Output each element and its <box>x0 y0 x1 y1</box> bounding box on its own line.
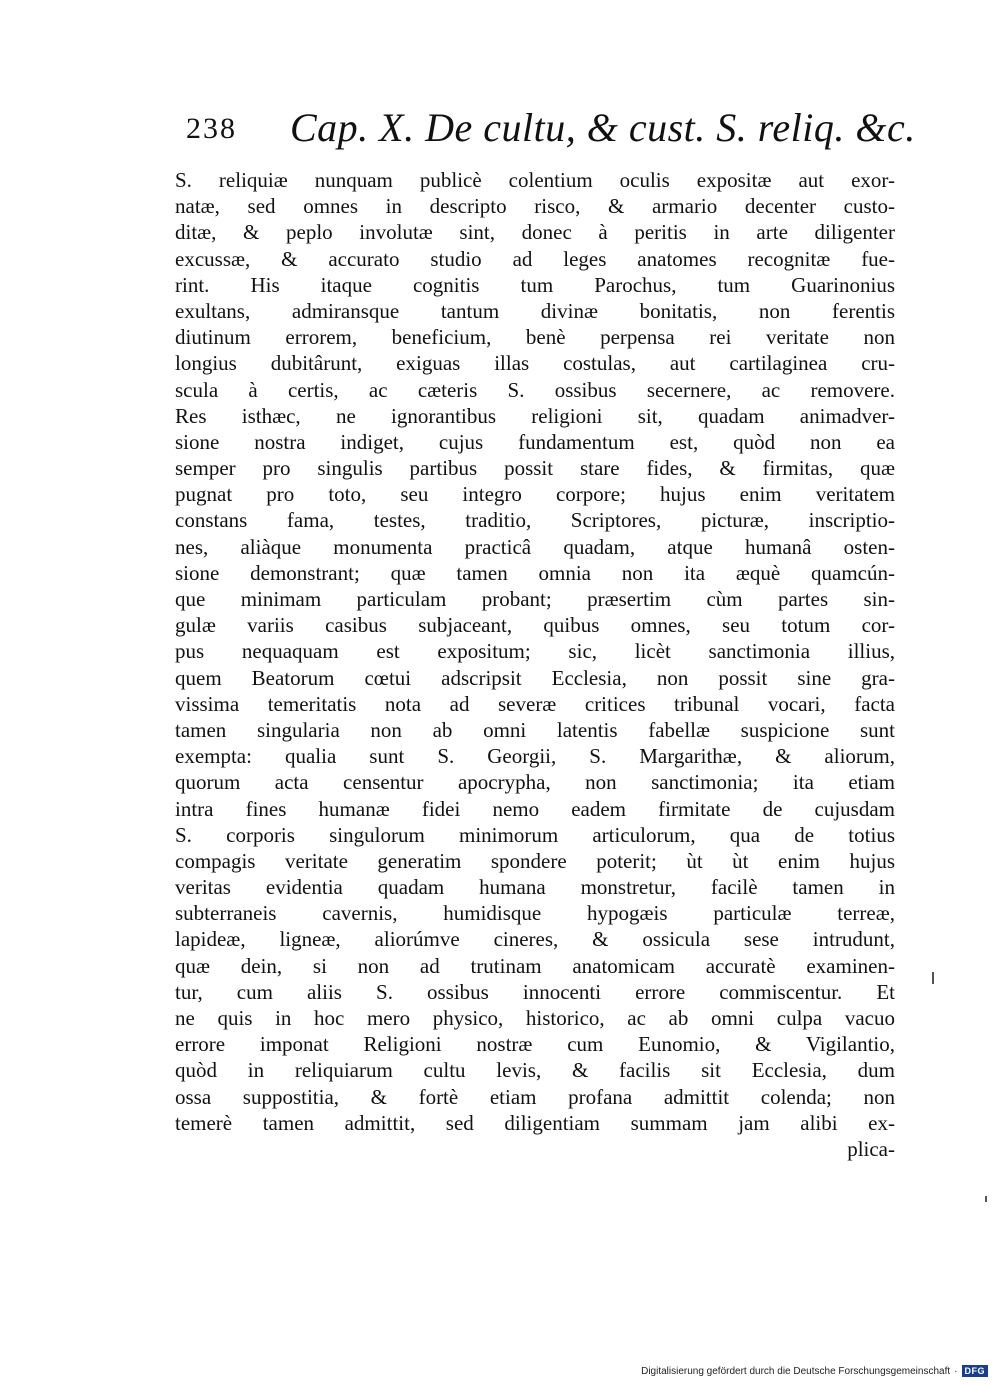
text-line: tamen singularia non ab omni latentis fabellæ suspicione sunt <box>175 717 895 742</box>
dfg-logo: DFG <box>962 1365 989 1377</box>
text-line: errore imponat Religioni nostræ cum Eunomio, & Vigilantio, <box>175 1032 895 1057</box>
text-line: excussæ, & accurato studio ad leges anatomes recognitæ fue- <box>175 246 895 271</box>
text-line: exultans, admiransque tantum divinæ bonitatis, non ferentis <box>175 298 895 323</box>
text-line: pugnat pro toto, seu integro corpore; hujus enim veritatem <box>175 482 895 507</box>
text-line: intra fines humanæ fidei nemo eadem firmitate de cujusdam <box>175 796 895 821</box>
text-line: quæ dein, si non ad trutinam anatomicam accuratè examinen- <box>175 953 895 978</box>
text-line: rint. His itaque cognitis tum Parochus, tum Guarinonius <box>175 272 895 297</box>
text-line: lapideæ, ligneæ, aliorúmve cineres, & ossicula sese intrudunt, <box>175 927 895 952</box>
separator: · <box>954 1365 958 1377</box>
text-line: quòd in reliquiarum cultu levis, & facilis sit Ecclesia, dum <box>175 1058 895 1083</box>
text-line: sione nostra indiget, cujus fundamentum est, quòd non ea <box>175 429 895 454</box>
text-line: veritas evidentia quadam humana monstretur, facilè tamen in <box>175 875 895 900</box>
text-line: vissima temeritatis nota ad severæ critices tribunal vocari, facta <box>175 691 895 716</box>
text-line: nes, aliàque monumenta practicâ quadam, atque humanâ osten- <box>175 534 895 559</box>
text-line: longius dubitârunt, exiguas illas costulas, aut cartilaginea cru- <box>175 351 895 376</box>
text-line: S. reliquiæ nunquam publicè colentium oculis expositæ aut exor- <box>175 168 895 192</box>
footer-credit <box>641 1365 988 1377</box>
running-head: Cap. X. De cultu, & cust. S. reliq. &c. <box>290 105 916 150</box>
text-line: natæ, sed omnes in descripto risco, & armario decenter custo- <box>175 194 895 219</box>
text-line: plica- <box>847 1136 895 1161</box>
text-line: gulæ variis casibus subjaceant, quibus omnes, seu totum cor- <box>175 613 895 638</box>
margin-mark <box>932 972 934 984</box>
text-line: pus nequaquam est expositum; sic, licèt sanctimonia illius, <box>175 639 895 664</box>
text-line: semper pro singulis partibus possit stare fides, & firmitas, quæ <box>175 456 895 481</box>
text-line: Res isthæc, ne ignorantibus religioni sit, quadam animadver- <box>175 403 895 428</box>
text-line: S. corporis singulorum minimorum articulorum, qua de totius <box>175 822 895 847</box>
text-line: sione demonstrant; quæ tamen omnia non ita æquè quamcún- <box>175 560 895 585</box>
text-line: ditæ, & peplo involutæ sint, donec à peritis in arte diligenter <box>175 220 895 245</box>
text-line: subterraneis cavernis, humidisque hypogæis particulæ terreæ, <box>175 901 895 926</box>
footer-credit-text: Digitalisierung gefördert durch die Deutsche Forschungsgemeinschaft <box>641 1365 951 1377</box>
text-line: temerè tamen admittit, sed diligentiam summam jam alibi ex- <box>175 1110 895 1135</box>
text-line: exempta: qualia sunt S. Georgii, S. Margarithæ, & aliorum, <box>175 744 895 769</box>
text-line: constans fama, testes, traditio, Scriptores, picturæ, inscriptio- <box>175 508 895 533</box>
text-line: diutinum errorem, beneficium, benè perpensa rei veritate non <box>175 325 895 350</box>
text-line: scula à certis, ac cæteris S. ossibus secernere, ac removere. <box>175 377 895 402</box>
margin-mark <box>985 1196 987 1202</box>
text-line: quorum acta censentur apocrypha, non sanctimonia; ita etiam <box>175 770 895 795</box>
text-line: tur, cum aliis S. ossibus innocenti errore commiscentur. Et <box>175 979 895 1004</box>
text-line: compagis veritate generatim spondere poterit; ùt ùt enim hujus <box>175 848 895 873</box>
text-line: quem Beatorum cœtui adscripsit Ecclesia, non possit sine gra- <box>175 665 895 690</box>
text-line: ne quis in hoc mero physico, historico, ac ab omni culpa vacuo <box>175 1006 895 1030</box>
body-text <box>175 167 895 1162</box>
page-number: 238 <box>186 112 237 145</box>
text-line: que minimam particulam probant; præsertim cùm partes sin- <box>175 587 895 611</box>
text-line: ossa suppostitia, & fortè etiam profana admittit colenda; non <box>175 1084 895 1109</box>
